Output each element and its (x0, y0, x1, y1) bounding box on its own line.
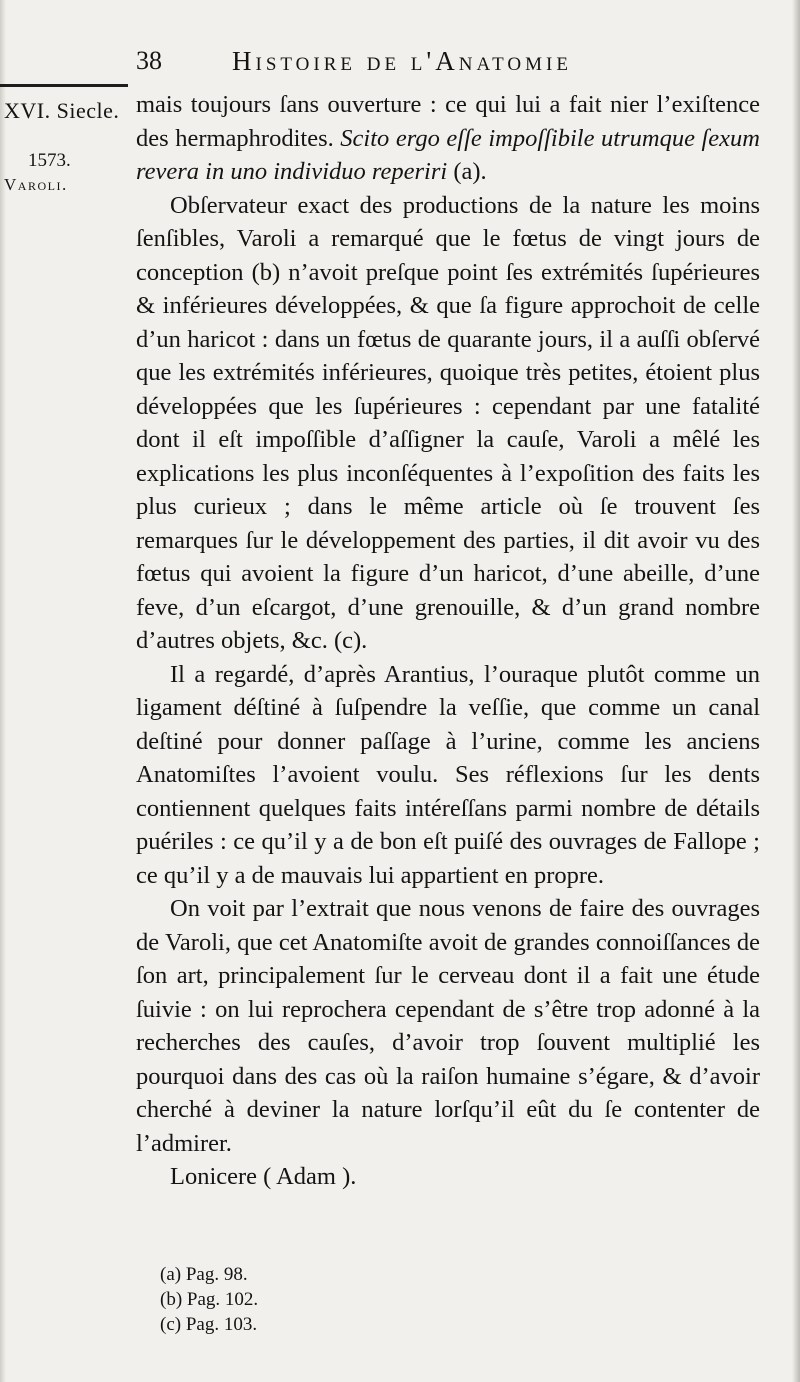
body-text (136, 88, 760, 1194)
margin-rule (0, 84, 128, 87)
paragraph-1 (136, 88, 760, 189)
margin-year: 1573. (28, 150, 71, 171)
footnote-a: (a) Pag. 98. (160, 1264, 248, 1285)
page-edge-right (792, 0, 800, 1382)
section-heading-lonicere: Lonicere ( Adam ). (170, 1163, 357, 1190)
paragraph-4: On voit par l’extrait que nous venons de faire des ouvrages de Varoli, que cet Anatomiſte avoit de grandes connoiſſances de ſon art, principalement ſur le cerveau dont il a fait une étude ſuivie : on lui reprochera cependant de s’être trop adonné à la recherches des cauſes, d’avoir trop ſouvent multiplié les pourquoi dans des cas où la raiſon humaine s’égare, & d’avoir cherché à deviner la nature lorſqu’il eût du ſe contenter de l’admirer. (136, 895, 760, 1157)
paragraph-2: Obſervateur exact des productions de la nature les moins ſenſibles, Varoli a remarqué que le fœtus de vingt jours de conception (b) n’avoit preſque point ſes extrémités ſupérieures & inférieures développées, & que ſa figure approchoit de celle d’un haricot : dans un fœtus de quarante jours, il a auſſi obſervé que les extrémités inférieures, quoique très petites, étoient plus développées que les ſupérieures : cependant par une fatalité dont il eſt impoſſible d’aſſigner la cauſe, Varoli a mêlé les explications les plus inconſéquentes à l’expoſition des faits les plus curieux ; dans le même article où ſe trouvent ſes remarques ſur le développement des parties, il dit avoir vu des fœtus qui avoient la figure d’un haricot, d’une abeille, d’une feve, d’un eſcargot, d’une grenouille, & d’un grand nombre d’autres objets, &c. (c). (136, 191, 760, 654)
running-head (136, 44, 776, 80)
footnote-ref-a: (a). (447, 158, 487, 185)
page-number: 38 (136, 46, 162, 75)
page-edge-left (0, 0, 6, 1382)
paragraph-3: Il a regardé, d’après Arantius, l’ouraque plutôt comme un ligament déſtiné à ſuſpendre la veſſie, que comme un canal deſtiné pour donner paſſage à l’urine, comme les anciens Anatomiſtes l’avoient voulu. Ses réflexions ſur les dents contiennent quelques faits intéreſſans parmi nombre de détails puériles : ce qu’il y a de bon eſt puiſé des ouvrages de Fallope ; ce qu’il y a de mauvais lui appartient en propre. (136, 660, 760, 889)
footnotes (160, 1262, 460, 1337)
paragraph-1-text: mais toujours ſans ouverture : ce qui lui a fait nier l’exiſtence des hermaphrodites. (136, 91, 760, 152)
latin-quotation: Scito ergo eſſe impoſſibile utrumque ſexum revera in uno individuo reperiri (136, 124, 760, 185)
margin-notes (4, 98, 130, 196)
running-title: Histoire de l'Anatomie (232, 46, 572, 76)
margin-century: XVI. Siecle. (4, 98, 120, 123)
margin-author: Varoli. (4, 175, 68, 194)
footnote-b: (b) Pag. 102. (160, 1289, 259, 1310)
footnote-c: (c) Pag. 103. (160, 1314, 258, 1335)
